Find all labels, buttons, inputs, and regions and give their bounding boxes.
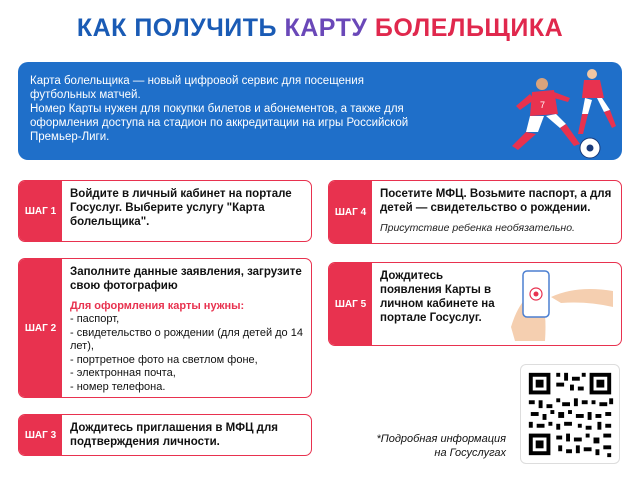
step-1-content [70, 187, 305, 229]
step-5-card [328, 262, 622, 346]
football-players-illustration [442, 62, 622, 160]
step-3-card [18, 414, 312, 456]
step-2-content [70, 265, 305, 394]
list-item: - электронная почта, [70, 367, 176, 379]
step-2-card [18, 258, 312, 398]
step-1-card [18, 180, 312, 242]
step-3-text: Дождитесь приглашения в МФЦ для подтверждения личности. [70, 422, 278, 448]
list-item: - номер телефона. [70, 380, 166, 393]
step-3-content [70, 421, 305, 449]
step-2-subheading: Для оформления карты нужны: [70, 300, 245, 312]
step-5-text: Дождитесь появления Карты в личном кабинете на портале Госуслуг. [380, 270, 495, 324]
step-2-badge: ШАГ 2 [19, 259, 62, 397]
list-item: - портретное фото на светлом фоне, [70, 353, 258, 366]
step-4-note: Присутствие ребенка необязательно. [380, 222, 575, 234]
step-1-text: Войдите в личный кабинет на портале Госуслуг. Выберите услугу "Карта болельщика". [70, 188, 292, 228]
documents-list [70, 313, 305, 394]
footnote-line-1: *Подробная информация [376, 433, 506, 445]
step-4-card [328, 180, 622, 244]
title-part-1: КАК ПОЛУЧИТЬ [76, 14, 277, 42]
svg-text:7: 7 [540, 100, 546, 110]
step-1-badge: ШАГ 1 [19, 181, 62, 241]
qr-code[interactable] [520, 364, 620, 464]
intro-banner [18, 62, 622, 160]
footnote-line-2: на Госуслугах [434, 447, 506, 459]
page-title [0, 14, 640, 43]
title-part-2: КАРТУ [284, 14, 368, 42]
footnote [330, 432, 506, 460]
step-5-badge: ШАГ 5 [329, 263, 372, 345]
step-4-content [380, 187, 615, 235]
step-3-badge: ШАГ 3 [19, 415, 62, 455]
step-4-badge: ШАГ 4 [329, 181, 372, 243]
title-part-3: БОЛЕЛЬЩИКА [374, 14, 564, 42]
list-item: - свидетельство о рождении (для детей до 14 лет), [70, 326, 303, 352]
list-item: - паспорт, [70, 313, 120, 325]
banner-line-1: Карта болельщика — новый цифровой сервис для посещения футбольных матчей. [30, 75, 364, 101]
banner-text [30, 74, 430, 144]
phone-in-hand-illustration [507, 267, 617, 341]
step-5-content [380, 269, 501, 325]
step-4-text: Посетите МФЦ. Возьмите паспорт, а для детей — свидетельство о рождении. [380, 188, 612, 214]
step-2-text: Заполните данные заявления, загрузите свою фотографию [70, 266, 302, 292]
banner-line-2: Номер Карты нужен для покупки билетов и абонементов, а также для оформления доступа на стадион по аккредитации на игры Российской Премьер-Лиги. [30, 103, 409, 143]
